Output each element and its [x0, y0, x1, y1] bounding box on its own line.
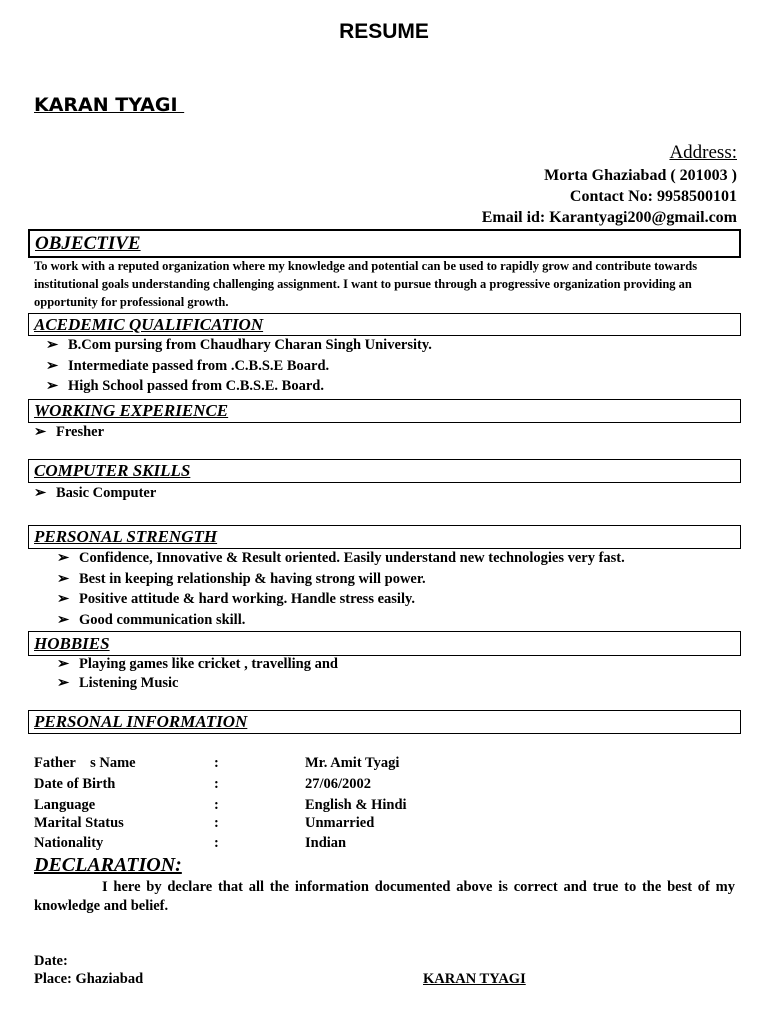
arrow-bullet-icon: ➢ — [57, 656, 70, 672]
signature-name: KARAN TYAGI — [423, 971, 526, 987]
info-label: Nationality — [34, 835, 104, 851]
info-label: Marital Status — [34, 815, 124, 831]
info-value: Indian — [305, 835, 347, 851]
candidate-name: KARAN TYAGI — [34, 94, 185, 116]
info-label: Father s Name — [34, 755, 136, 771]
email-address: Email id: Karantyagi200@gmail.com — [481, 209, 737, 226]
personal-info-heading: PERSONAL INFORMATION — [28, 710, 741, 734]
info-label: Language — [34, 797, 96, 813]
arrow-bullet-icon: ➢ — [57, 550, 70, 566]
academic-list — [46, 335, 432, 397]
objective-heading: OBJECTIVE — [28, 229, 741, 258]
info-separator: : — [214, 776, 219, 792]
info-label: Date of Birth — [34, 776, 116, 792]
info-separator: : — [214, 797, 219, 813]
info-row-language — [0, 797, 768, 815]
footer-date: Date: — [34, 953, 68, 969]
info-row-dob — [0, 776, 768, 796]
arrow-bullet-icon: ➢ — [57, 611, 70, 628]
arrow-bullet-icon: ➢ — [46, 357, 59, 374]
arrow-bullet-icon: ➢ — [57, 570, 70, 587]
info-value: 27/06/2002 — [305, 776, 372, 792]
computer-skills-heading: COMPUTER SKILLS — [28, 459, 741, 483]
list-item: ➢ Playing games like cricket , travelling and — [57, 656, 338, 672]
list-item: ➢ Positive attitude & hard working. Handle stress easily. — [57, 589, 625, 610]
hobbies-heading: HOBBIES — [28, 631, 741, 656]
list-item: ➢ Good communication skill. — [57, 610, 625, 631]
info-row-marital — [0, 815, 768, 833]
document-title: RESUME — [339, 20, 429, 43]
info-value: Mr. Amit Tyagi — [305, 755, 400, 771]
academic-heading: ACEDEMIC QUALIFICATION — [28, 313, 741, 336]
footer-place: Place: Ghaziabad — [34, 971, 144, 987]
experience-list — [34, 422, 104, 443]
list-item: ➢ Basic Computer — [34, 483, 156, 504]
hobbies-list — [57, 655, 338, 693]
arrow-bullet-icon: ➢ — [57, 675, 70, 691]
info-row-father — [0, 755, 768, 775]
list-item: ➢ Intermediate passed from .C.B.S.E Board. — [46, 356, 432, 377]
list-item: ➢ Confidence, Innovative & Result oriented. Easily understand new technologies very fast. — [57, 548, 625, 569]
contact-number: Contact No: 9958500101 — [569, 188, 737, 205]
list-item: ➢ High School passed from C.B.S.E. Board. — [46, 376, 432, 397]
list-item: ➢ Fresher — [34, 422, 104, 443]
computer-skills-list — [34, 483, 156, 504]
address-line: Morta Ghaziabad ( 201003 ) — [544, 167, 737, 184]
address-heading: Address: — [669, 142, 737, 163]
info-separator: : — [214, 815, 219, 831]
arrow-bullet-icon: ➢ — [57, 591, 70, 607]
declaration-text: I here by declare that all the information documented above is correct and true to the best of my knowledge and belief. — [34, 879, 735, 914]
declaration-heading: DECLARATION: — [34, 854, 182, 876]
info-value: English & Hindi — [305, 797, 407, 813]
list-item: ➢ B.Com pursing from Chaudhary Charan Singh University. — [46, 335, 432, 356]
experience-heading: WORKING EXPERIENCE — [28, 399, 741, 423]
list-item: ➢ Best in keeping relationship & having strong will power. — [57, 569, 625, 590]
strength-heading: PERSONAL STRENGTH — [28, 525, 741, 549]
arrow-bullet-icon: ➢ — [34, 485, 47, 501]
strength-list — [57, 548, 625, 630]
list-item: ➢ Listening Music — [57, 675, 179, 691]
arrow-bullet-icon: ➢ — [46, 378, 59, 394]
arrow-bullet-icon: ➢ — [46, 337, 59, 353]
arrow-bullet-icon: ➢ — [34, 424, 47, 440]
info-separator: : — [214, 835, 219, 851]
info-row-nationality — [0, 835, 768, 855]
info-separator: : — [214, 755, 219, 771]
objective-text: To work with a reputed organization where my knowledge and potential can be used to rapidly grow and contribute towards institutional goals understanding challenging assignment. I want to pursue through a progressive organization providing an opportunity for professional growth. — [34, 259, 698, 309]
info-value: Unmarried — [305, 815, 375, 831]
